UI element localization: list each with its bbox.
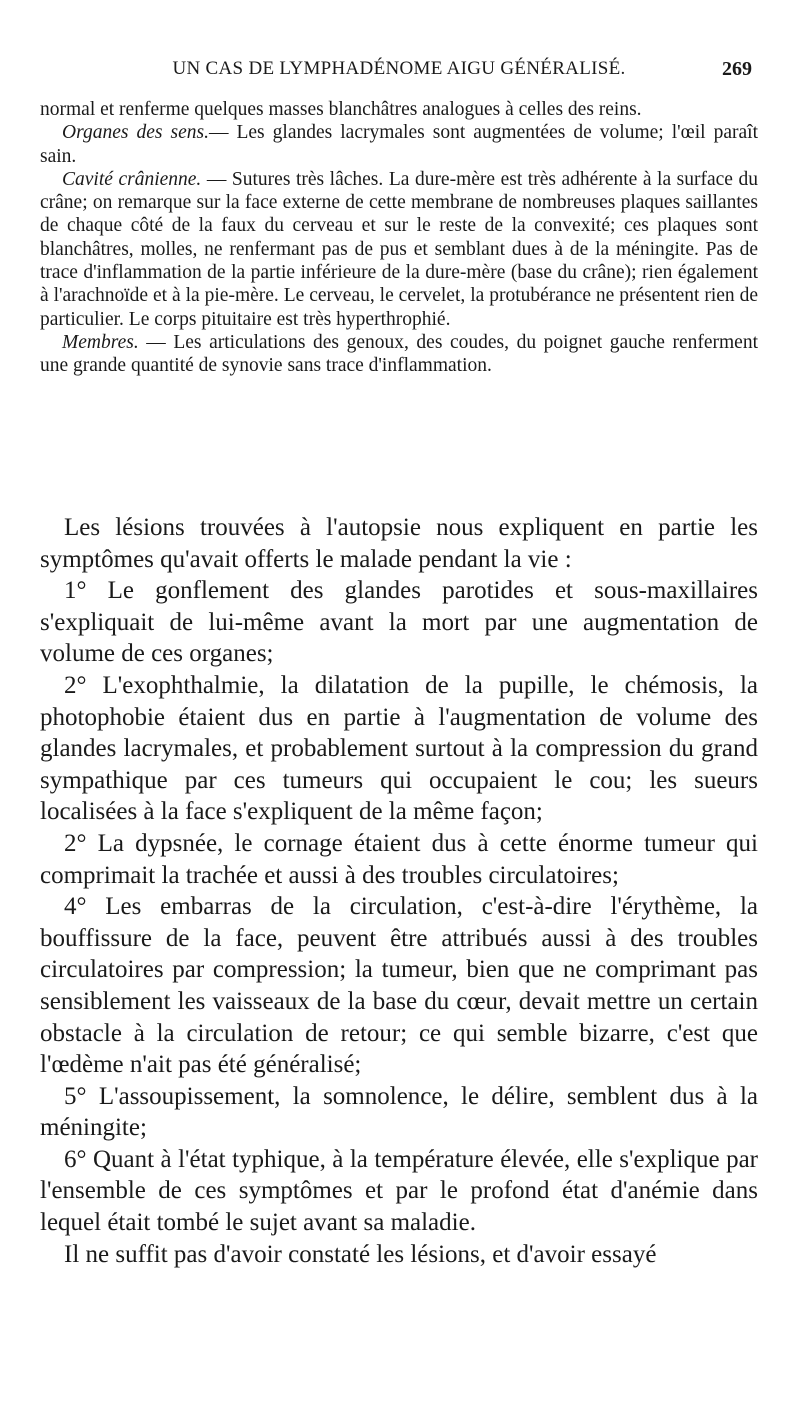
paragraph-point-4: 4° Les embarras de la circulation, c'est-à-dire l'érythème, la bouffissure de la face, peuvent être attribués aussi à des troubles circulatoires par compression; la tumeur, bien que ne comprimant pas sensiblement les vaisseaux de la base du cœur, devait mettre un certain obstacle à la circulation de retour; ce qui semble bizarre, c'est que l'œdème n'ait pas été généralisé; [40,893,758,1079]
running-title: UN CAS DE LYMPHADÉNOME AIGU GÉNÉRALISÉ. [172,58,626,79]
page-number: 269 [722,58,752,80]
book-page [40,0,758,1428]
note-text: — Les articulations des genoux, des coudes, du poignet gauche renferment une grande quantité de synovie sans trace d'inflammation. [40,331,759,377]
autopsy-notes [40,98,758,378]
note-heading: Membres. [62,331,139,353]
note-heading: Cavité crânienne. [62,168,202,190]
running-head [40,58,758,88]
paragraph-conclusion: Il ne suffit pas d'avoir constaté les lésions, et d'avoir essayé [64,1240,657,1268]
autopsy-note-continuation [40,98,758,121]
note-heading: Organes des sens. [62,122,209,144]
paragraph-point-3: 2° La dypsnée, le cornage étaient dus à cette énorme tumeur qui comprimait la trachée et aussi à des troubles circulatoires; [40,829,758,889]
note-text: normal et renferme quelques masses blanchâtres analogues à celles des reins. [40,99,642,120]
autopsy-note-limbs [40,331,758,378]
paragraph-point-2: 2° L'exophthalmie, la dilatation de la pupille, le chémosis, la photophobie étaient dus en partie à l'augmentation de volume des glandes lacrymales, et probablement surtout à la compression du grand sympathique par ces tumeurs qui occupaient le cou; les sueurs localisées à la face s'expliquent de la même façon; [40,671,758,826]
paragraph-point-6: 6° Quant à l'état typhique, à la température élevée, elle s'explique par l'ensemble de ces symptômes et par le profond état d'anémie dans lequel était tombé le sujet avant sa maladie. [40,1145,758,1237]
paragraph-point-5: 5° L'assoupissement, la somnolence, le délire, semblent dus à la méningite; [40,1082,758,1142]
autopsy-note-cranial-cavity [40,168,758,331]
paragraph-intro: Les lésions trouvées à l'autopsie nous expliquent en partie les symptômes qu'avait offerts le malade pendant la vie : [40,514,758,573]
paragraph-point-1: 1° Le gonflement des glandes parotides et sous-maxillaires s'expliquait de lui-même avant la mort par une augmentation de volume de ces organes; [40,577,758,668]
note-text: — Sutures très lâches. La dure-mère est très adhérente à la surface du crâne; on remarque sur la face externe de cette membrane de nombreuses plaques saillantes de chaque côté de la faux du cerveau et sur le reste de la convexité; ces plaques sont blanchâtres, molles, ne renfermant pas de pus et semblant dues à de la méningite. Pas de trace d'inflammation de la partie inférieure de la dure-mère (base du crâne); rien également à l'arachnoïde et à la pie-mère. Le cerveau, le cervelet, la protubérance ne présentent rien de particulier. Le corps pituitaire est très hyperthrophié. [40,168,759,330]
discussion-text [40,512,758,1270]
autopsy-note-sense-organs [40,121,758,168]
note-text: — Les glandes lacrymales sont augmentées de volume; l'œil paraît sain. [40,122,758,167]
